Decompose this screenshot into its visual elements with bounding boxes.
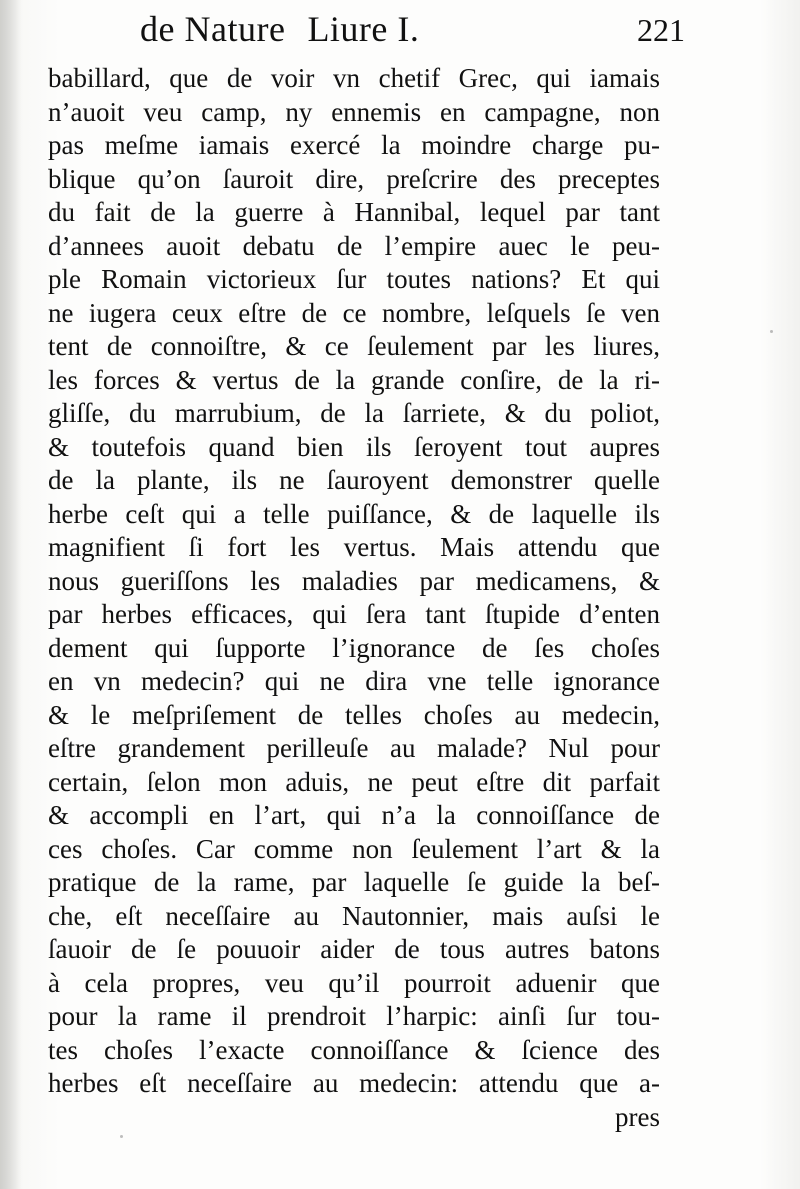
text-line: blique qu’on ſauroit dire, preſcrire des preceptes [48,163,660,194]
body-text [48,62,660,1134]
text-line: & le meſpriſement de telles choſes au medecin, [48,699,660,730]
text-line: du fait de la guerre à Hannibal, lequel par tant [48,197,660,227]
text-line: n’auoit veu camp, ny ennemis en campagne, non [48,96,660,127]
text-line: pratique de la rame, par laquelle ſe guide la beſ- [48,867,660,897]
page-number: 221 [637,12,685,48]
text-line: à cela propres, veu qu’il pourroit aduenir que [48,967,660,998]
text-line: gliſſe, du marrubium, de la ſarriete, & du poliot, [48,398,660,428]
text-line: eſtre grandement perilleuſe au malade? Nul pour [48,733,660,763]
text-line: tent de connoiſtre, & ce ſeulement par les liures, [48,331,660,361]
text-line: nous gueriſſons les maladies par medicamens, & [48,565,660,596]
text-line: d’annees auoit debatu de l’empire auec le peu- [48,230,660,261]
text-line: les forces & vertus de la grande conſire, de la ri- [48,364,660,395]
text-line: en vn medecin? qui ne dira vne telle ignorance [48,666,660,696]
show-through-marks [738,660,794,750]
text-line: & accompli en l’art, qui n’a la connoiſſance de [48,800,660,830]
text-line: herbes eſt neceſſaire au medecin: attendu que a- [48,1068,660,1098]
text-line: dement qui ſupporte l’ignorance de ſes choſes [48,632,660,663]
running-head [140,8,419,50]
text-line: certain, ſelon mon aduis, ne peut eſtre dit parfait [48,766,660,797]
text-line: tes choſes l’exacte connoiſſance & ſcience des [48,1034,660,1065]
text-line: magnifient ſi fort les vertus. Mais attendu que [48,532,660,562]
running-head-title: de Nature [140,9,286,49]
text-line: & toutefois quand bien ils ſeroyent tout aupres [48,431,660,462]
text-line: che, eſt neceſſaire au Nautonnier, mais auſsi le [48,900,660,931]
ink-speck [120,1135,123,1138]
text-line: herbe ceſt qui a telle puiſſance, & de laquelle ils [48,498,660,529]
text-line: pas meſme iamais exercé la moindre charge pu- [48,130,660,160]
text-line: ple Romain victorieux ſur toutes nations? Et qui [48,264,660,294]
show-through-marks [738,780,794,870]
ink-speck [770,330,773,333]
text-line: ne iugera ceux eſtre de ce nombre, leſquels ſe ven [48,297,660,328]
running-head-book-label: Liure [307,9,388,49]
text-line: ces choſes. Car comme non ſeulement l’art & la [48,833,660,864]
page-header [140,6,685,52]
running-head-book-number: I. [397,9,420,49]
catchword: pres [615,1101,660,1132]
text-line: ſauoir de ſe pouuoir aider de tous autres batons [48,934,660,964]
text-line: pour la rame il prendroit l’harpic: ainſi ſur tou- [48,1001,660,1031]
text-line: babillard, que de voir vn chetif Grec, qui iamais [48,63,660,93]
page-edge-shadow [0,0,22,1189]
text-line: de la plante, ils ne ſauroyent demonstrer quelle [48,465,660,495]
text-line: par herbes efficaces, qui ſera tant ſtupide d’enten [48,599,660,629]
